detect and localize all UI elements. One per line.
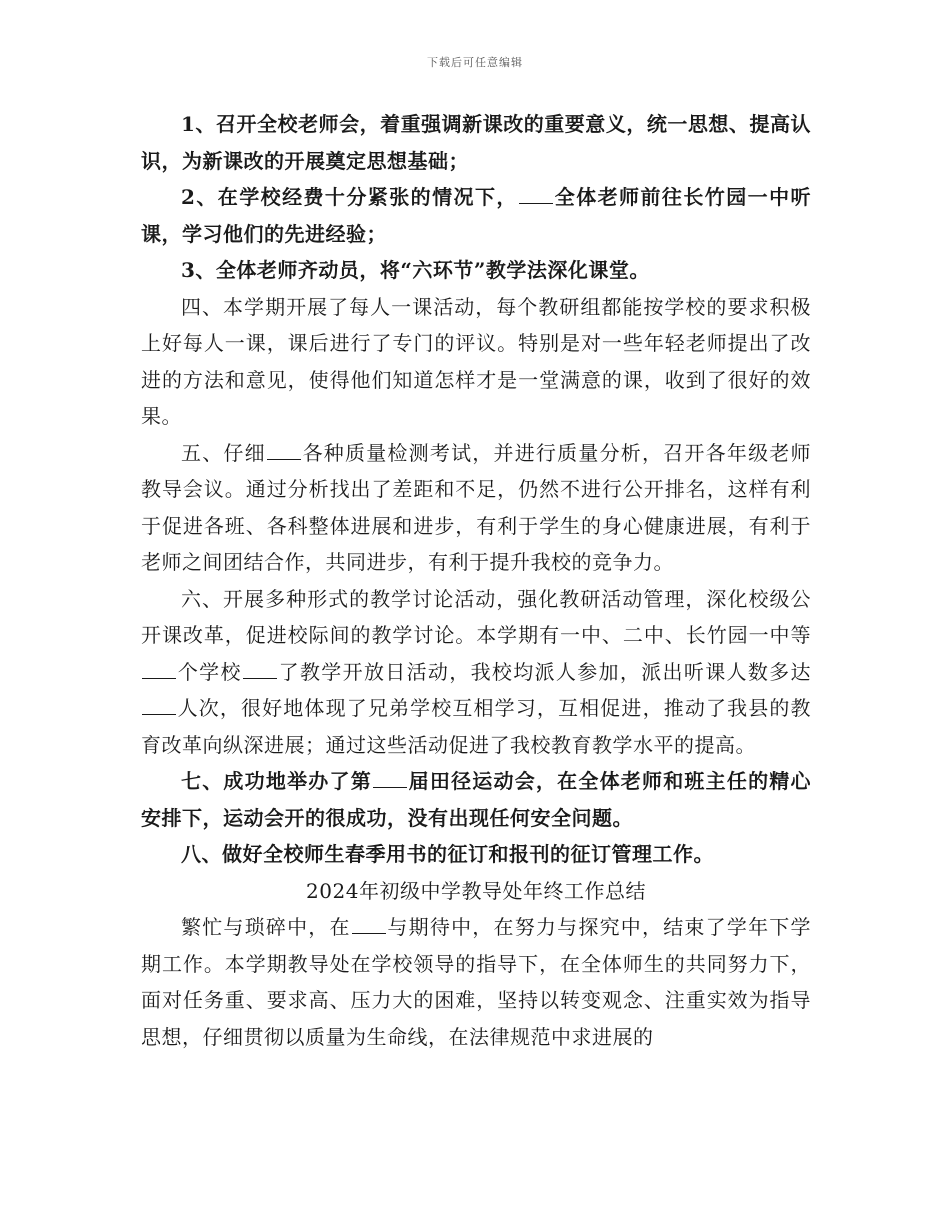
paragraph-item-1 xyxy=(141,106,811,179)
page-header: 下载后可任意编辑 xyxy=(427,56,523,69)
paragraph-text: 1、召开全校老师会，着重强调新课改的重要意义，统一思想、提高认识，为新课改的开展奠定思想基础； xyxy=(141,112,811,173)
paragraph-item-2 xyxy=(141,179,811,252)
paragraph-section-4 xyxy=(141,289,811,435)
paragraph-section-8 xyxy=(141,836,811,873)
paragraph-text: 各种质量检测考试，并进行质量分析，召开各年级老师教导会议。通过分析找出了差距和不足，仍然不进行公开排名，这样有利于促进各班、各科整体进展和进步，有利于学生的身心健康进展，有利于老师之间团结合作，共同进步，有利于提升我校的竞争力。 xyxy=(141,440,812,574)
fill-blank xyxy=(267,441,301,460)
paragraph-text: 全体老师前往长竹园一中听课，学习他们的先进经验； xyxy=(141,185,812,246)
paragraph-item-3 xyxy=(141,252,811,289)
paragraph-text: 了教学开放日活动，我校均派人参加，派出听课人数多达 xyxy=(277,659,812,684)
paragraph-section-7 xyxy=(141,763,811,836)
paragraph-text: 四、本学期开展了每人一课活动，每个教研组都能按学校的要求积极上好每人一课，课后进行了专门的评议。特别是对一些年轻老师提出了改进的方法和意见，使得他们知道怎样才是一堂满意的课，收到了很好的效果。 xyxy=(141,294,811,428)
paragraph-section-6 xyxy=(141,581,811,764)
paragraph-text: 五、仔细 xyxy=(181,440,266,465)
paragraph-text: 繁忙与琐碎中，在 xyxy=(181,915,351,939)
fill-blank xyxy=(243,660,277,679)
fill-blank xyxy=(142,660,176,679)
paragraph-text: 七、成功地举办了第 xyxy=(181,769,372,793)
paragraph-text: 人次，很好地体现了兄弟学校互相学习，互相促进，推动了我县的教育改革向纵深进展；通过这些活动促进了我校教育教学水平的提高。 xyxy=(141,696,811,757)
document-body xyxy=(141,106,811,1055)
fill-blank xyxy=(373,769,407,788)
paragraph-text: 八、做好全校师生春季用书的征订和报刊的征订管理工作。 xyxy=(181,842,714,866)
paragraph-text: 个学校 xyxy=(177,659,242,684)
fill-blank xyxy=(519,185,553,204)
section-title: 2024年初级中学教导处年终工作总结 xyxy=(306,878,646,903)
paragraph-text: 3、全体老师齐动员，将“六环节”教学法深化课堂。 xyxy=(181,258,650,282)
paragraph-text: 2、在学校经费十分紧张的情况下， xyxy=(181,185,518,209)
paragraph-text: 六、开展多种形式的教学讨论活动，强化教研活动管理，深化校级公开课改革，促进校际间的教学讨论。本学期有一中、二中、长竹园一中等 xyxy=(141,586,811,647)
paragraph-text: 届田径运动会，在全体老师和班主任的精心安排下，运动会开的很成功，没有出现任何安全问题。 xyxy=(141,769,812,830)
paragraph-section-5 xyxy=(141,435,811,581)
paragraph-text: 与期待中，在努力与探究中，结束了学年下学期工作。本学期教导处在学校领导的指导下，在全体师生的共同努力下，面对任务重、要求高、压力大的困难，坚持以转变观念、注重实效为指导思想，仔细贯彻以质量为生命线，在法律规范中求进展的 xyxy=(141,915,812,1049)
closing-paragraph xyxy=(141,909,811,1055)
fill-blank xyxy=(142,696,176,715)
fill-blank xyxy=(352,915,386,934)
